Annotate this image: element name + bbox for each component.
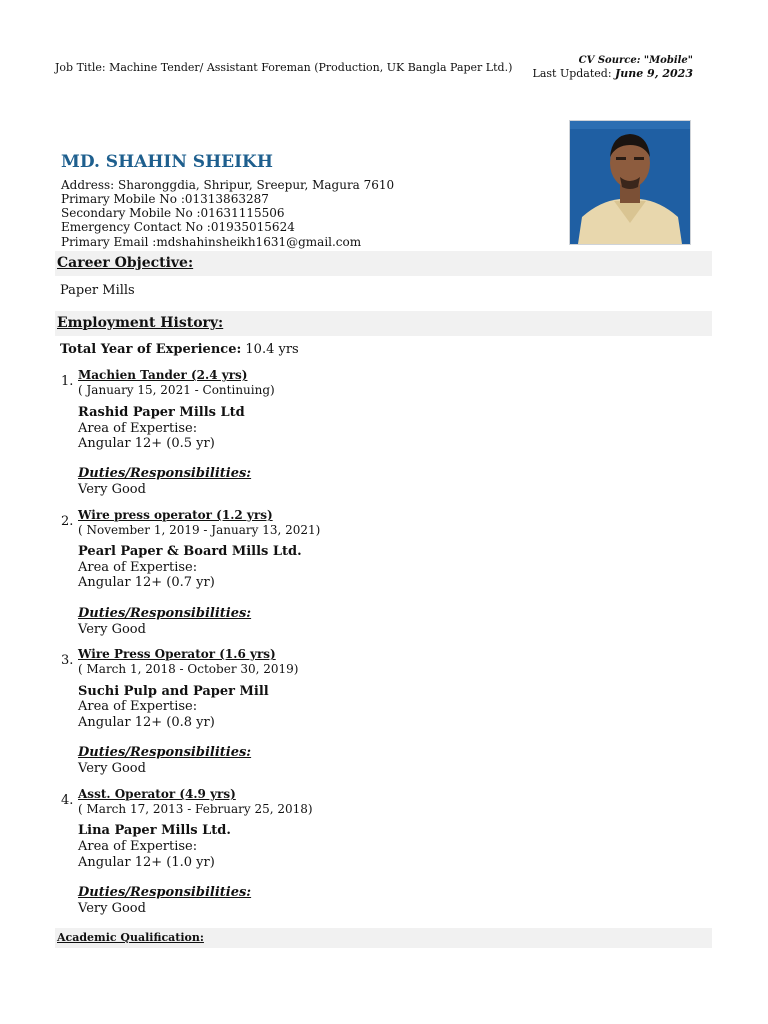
- job-area-value: Angular 12+ (0.8 yr): [78, 715, 215, 730]
- job-area-value: Angular 12+ (0.5 yr): [78, 436, 215, 451]
- cv-source: CV Source: "Mobile": [578, 55, 693, 66]
- job-area-label: Area of Expertise:: [78, 839, 198, 854]
- job-duties-value: Very Good: [78, 482, 146, 497]
- job-company: Suchi Pulp and Paper Mill: [78, 684, 269, 699]
- job-number: 3.: [61, 653, 74, 668]
- primary-mobile: Primary Mobile No :01313863287: [61, 192, 269, 206]
- academic-qualification-heading: Academic Qualification:: [57, 931, 204, 944]
- total-experience-value: 10.4 yrs: [241, 342, 299, 357]
- job-title: Job Title: Machine Tender/ Assistant Foreman (Production, UK Bangla Paper Ltd.): [55, 61, 513, 74]
- job-position-title: Wire press operator (1.2 yrs): [78, 508, 273, 522]
- last-updated-label: Last Updated:: [532, 67, 616, 80]
- job-duties-value: Very Good: [78, 622, 146, 637]
- job-company: Lina Paper Mills Ltd.: [78, 823, 231, 838]
- job-duties-label: Duties/Responsibilities:: [78, 885, 252, 900]
- job-company: Rashid Paper Mills Ltd: [78, 405, 245, 420]
- job-duties-label: Duties/Responsibilities:: [78, 745, 252, 760]
- secondary-mobile: Secondary Mobile No :01631115506: [61, 206, 285, 220]
- job-number: 1.: [61, 374, 74, 389]
- job-area-label: Area of Expertise:: [78, 699, 198, 714]
- last-updated-date: June 9, 2023: [615, 67, 693, 80]
- career-objective-heading: Career Objective:: [57, 255, 194, 271]
- candidate-name: MD. SHAHIN SHEIKH: [61, 152, 273, 172]
- job-area-value: Angular 12+ (0.7 yr): [78, 575, 215, 590]
- profile-photo-image: [570, 121, 690, 244]
- job-position-title: Machien Tander (2.4 yrs): [78, 368, 248, 382]
- total-experience: [60, 342, 299, 357]
- job-position-title: Asst. Operator (4.9 yrs): [78, 787, 236, 801]
- career-objective-text: Paper Mills: [60, 283, 135, 298]
- job-dates: ( November 1, 2019 - January 13, 2021): [78, 523, 321, 537]
- employment-history-section: [55, 311, 712, 336]
- emergency-contact: Emergency Contact No :01935015624: [61, 220, 295, 234]
- job-number: 2.: [61, 514, 74, 529]
- job-duties-value: Very Good: [78, 761, 146, 776]
- total-experience-label: Total Year of Experience:: [60, 342, 242, 357]
- career-objective-section: [55, 251, 712, 276]
- job-dates: ( March 1, 2018 - October 30, 2019): [78, 662, 299, 676]
- job-duties-label: Duties/Responsibilities:: [78, 466, 252, 481]
- profile-photo: [569, 120, 691, 245]
- job-duties-value: Very Good: [78, 901, 146, 916]
- academic-qualification-section: [55, 928, 712, 948]
- job-area-label: Area of Expertise:: [78, 560, 198, 575]
- employment-history-heading: Employment History:: [57, 315, 224, 331]
- last-updated: [480, 67, 693, 81]
- primary-email: Primary Email :mdshahinsheikh1631@gmail.com: [61, 235, 362, 249]
- job-company: Pearl Paper & Board Mills Ltd.: [78, 544, 302, 559]
- job-dates: ( January 15, 2021 - Continuing): [78, 383, 275, 397]
- job-area-value: Angular 12+ (1.0 yr): [78, 855, 215, 870]
- job-duties-label: Duties/Responsibilities:: [78, 606, 252, 621]
- job-dates: ( March 17, 2013 - February 25, 2018): [78, 802, 313, 816]
- job-area-label: Area of Expertise:: [78, 421, 198, 436]
- job-position-title: Wire Press Operator (1.6 yrs): [78, 647, 276, 661]
- job-number: 4.: [61, 793, 74, 808]
- address: Address: Sharonggdia, Shripur, Sreepur, Magura 7610: [61, 178, 395, 192]
